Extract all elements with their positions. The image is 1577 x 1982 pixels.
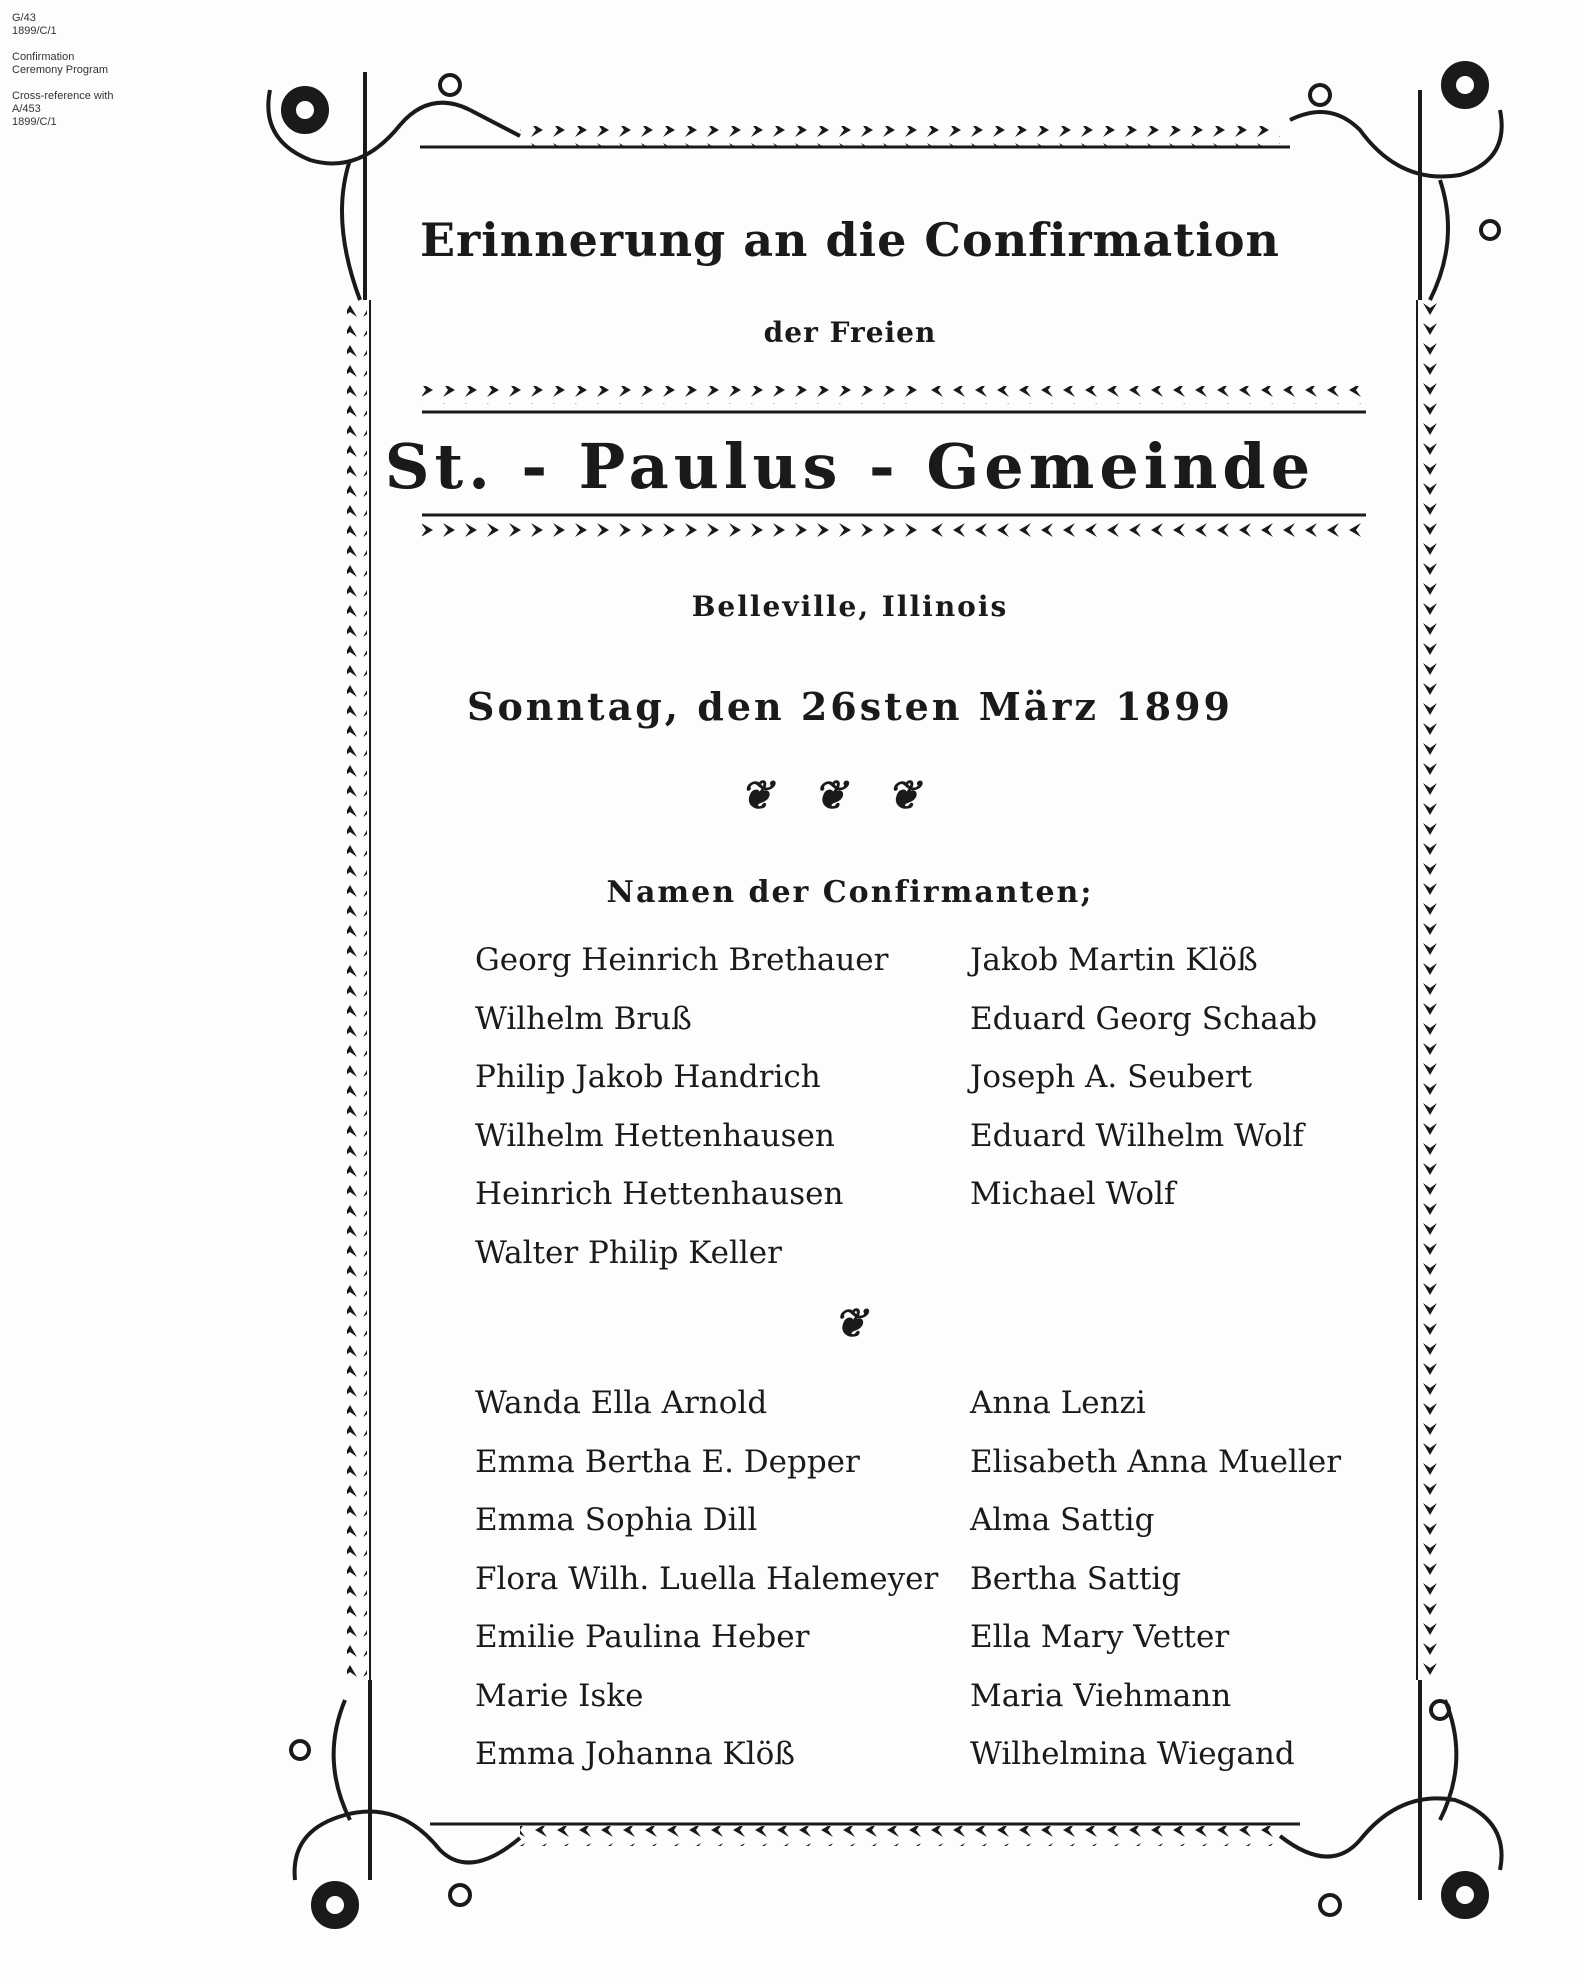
- program-subtitle: der Freien: [763, 316, 937, 349]
- confirmand-name: Philip Jakob Handrich: [475, 1059, 821, 1095]
- confirmand-name: Bertha Sattig: [970, 1560, 1182, 1597]
- lower-divider-band: [422, 522, 922, 540]
- names-heading: Namen der Confirmanten;: [606, 875, 1094, 910]
- program-place: Belleville, Illinois: [691, 590, 1009, 623]
- confirmand-name: Eduard Wilhelm Wolf: [970, 1117, 1304, 1154]
- confirmand-name: Wilhelm Hettenhausen: [475, 1117, 835, 1154]
- girls-name-list: [475, 1381, 1375, 1791]
- congregation-name: St. - Paulus - Gemeinde: [384, 430, 1316, 503]
- confirmand-name: Wilhelmina Wiegand: [970, 1736, 1295, 1772]
- confirmand-name: Emma Bertha E. Depper: [475, 1443, 860, 1480]
- archive-cross-reference: Cross-reference with A/453 1899/C/1: [12, 90, 114, 128]
- archive-description: Confirmation Ceremony Program: [12, 51, 108, 76]
- confirmand-name: Emma Sophia Dill: [475, 1502, 758, 1538]
- confirmand-name: [970, 1231, 1375, 1290]
- confirmand-name: Flora Wilh. Luella Halemeyer: [475, 1560, 939, 1597]
- left-border-band: [347, 300, 367, 1680]
- confirmand-name: Anna Lenzi: [970, 1385, 1146, 1421]
- confirmand-name: Heinrich Hettenhausen: [475, 1176, 844, 1212]
- confirmand-name: Georg Heinrich Brethauer: [475, 942, 889, 978]
- confirmand-name: Marie Iske: [475, 1677, 644, 1714]
- confirmand-name: Jakob Martin Klöß: [970, 942, 1258, 978]
- boys-name-list: [475, 938, 1375, 1289]
- top-border-band: [520, 126, 1280, 146]
- confirmand-name: Wanda Ella Arnold: [475, 1385, 768, 1421]
- flourish-triple-ornament: ❦❦❦: [739, 772, 961, 819]
- confirmand-name: Emilie Paulina Heber: [475, 1619, 810, 1655]
- confirmand-name: Eduard Georg Schaab: [970, 1000, 1318, 1037]
- program-title: Erinnerung an die Confirmation: [420, 213, 1280, 267]
- confirmand-name: Wilhelm Bruß: [475, 1000, 692, 1037]
- confirmand-name: Joseph A. Seubert: [970, 1059, 1253, 1095]
- upper-divider-band: [422, 386, 922, 404]
- bottom-border-band: [520, 1826, 1280, 1846]
- flourish-single-ornament: ❦: [833, 1300, 867, 1347]
- confirmand-name: Alma Sattig: [970, 1502, 1155, 1538]
- confirmand-name: Maria Viehmann: [970, 1677, 1232, 1714]
- confirmand-name: Emma Johanna Klöß: [475, 1736, 796, 1772]
- program-date: Sonntag, den 26sten März 1899: [467, 684, 1233, 729]
- confirmand-name: Walter Philip Keller: [475, 1234, 782, 1271]
- right-border-band: [1420, 300, 1440, 1680]
- confirmand-name: Elisabeth Anna Mueller: [970, 1443, 1342, 1480]
- confirmand-name: Ella Mary Vetter: [970, 1619, 1230, 1655]
- archive-id: G/43 1899/C/1: [12, 12, 57, 37]
- confirmand-name: Michael Wolf: [970, 1176, 1176, 1212]
